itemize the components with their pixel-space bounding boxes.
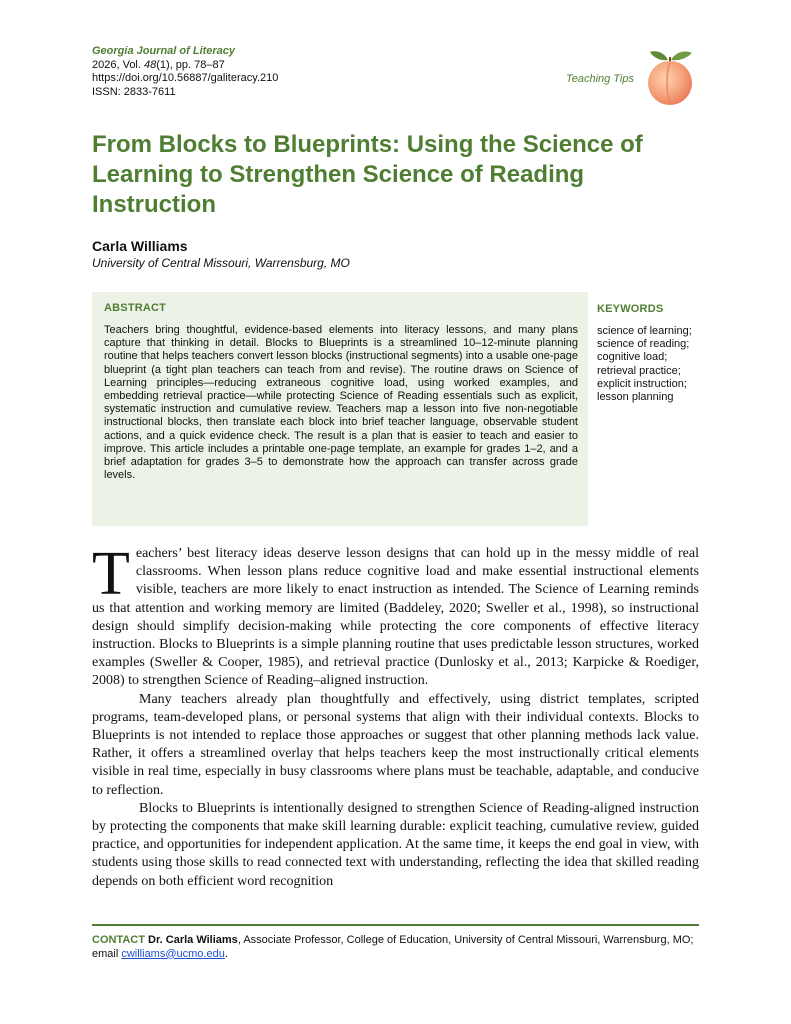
citation-volume: 48 [144,58,157,71]
citation-prefix: 2026, Vol. [92,58,144,71]
body-paragraph [92,540,699,691]
abstract-heading: ABSTRACT [104,302,167,314]
citation-suffix: (1), pp. 78–87 [156,58,225,71]
journal-issn: ISSN: 2833-7611 [92,85,176,98]
footer-rule [92,924,699,926]
article-body [92,540,699,891]
journal-citation [92,59,532,73]
author-affiliation: University of Central Missouri, Warrensburg, MO [92,256,350,270]
contact-email-link[interactable]: cwilliams@ucmo.edu [121,947,225,960]
journal-info [92,45,532,99]
contact-info [92,934,699,961]
journal-doi: https://doi.org/10.56887/galiteracy.210 [92,72,279,85]
section-label: Teaching Tips [566,73,634,85]
body-paragraph: Blocks to Blueprints is intentionally designed to strengthen Science of Reading-aligned instruction by protecting the components that make skill learning durable: explicit teaching, cumulative review, guided practice, and opportunities for independent application. At the same time, it keeps the end goal in view, with students using those skills to read connected text with understanding, reflecting the idea that skilled reading depends on both efficient word recognition [92,800,699,889]
contact-name: Dr. Carla Wiliams [148,934,238,946]
keywords-heading: KEYWORDS [597,303,664,315]
paragraph-1-text: eachers’ best literacy ideas deserve lesson designs that can hold up in the messy middle of real classrooms. When lesson plans reduce cognitive load and make essential instructional elements visible, teachers are more likely to enact instruction as intended. The Science of Learning reminds us that attention and working memory are limited (Baddeley, 2020; Sweller et al., 1998), so instructional design should simplify decision-making while protecting the core components of effective literacy instruction. Blocks to Blueprints is a simple planning routine that uses predictable lesson structures, worked examples (Sweller & Cooper, 1985), and retrieval practice (Dunlosky et al., 2013; Karpicke & Roediger, 2008) to strengthen Science of Reading–aligned instruction. [92,546,699,689]
peach-icon [642,48,698,106]
contact-details: , Associate Professor, College of Education, University of Central Missouri, Warrensburg, MO; email [92,934,694,960]
contact-heading: CONTACT [92,934,145,946]
drop-cap: T [92,540,130,608]
abstract-box [92,292,588,526]
abstract-text: Teachers bring thoughtful, evidence-based elements into literacy lessons, and many plans capture that thinking in detail. Blocks to Blueprints is a streamlined 10–12-minute planning routine that helps teachers convert lesson blocks (instructional segments) into a usable one-page blueprint (a tight plan teachers can teach from and revise). The routine draws on Science of Learning principles—reducing extraneous cognitive load, using worked examples, and embedding retrieval practice—while protecting Science of Reading essentials such as explicit, systematic instruction and cumulative review. Teachers map a lesson into five non-negotiable instructional blocks, then translate each block into brief teacher language, observable student actions, and a quick evidence check. The result is a plan that is easier to teach and easier to improve. This article includes a printable one-page template, an example for grades 1–2, and a brief adaptation for grades 3–5 to demonstrate how the approach can transfer across grade levels. [104,324,578,482]
journal-name: Georgia Journal of Literacy [92,45,236,57]
keywords-list: science of learning; science of reading; cognitive load; retrieval practice; explicit instruction; lesson planning [597,325,692,404]
contact-end: . [224,947,228,960]
body-paragraph: Many teachers already plan thoughtfully and effectively, using district templates, scripted programs, team-developed plans, or personal systems that align with their individual contexts. Blocks to Blueprints is not intended to replace those approaches or suggest that other planning methods lack value. Rather, it offers a streamlined overlay that helps teachers keep the most instructionally critical elements visible in real time, especially in busy classrooms where plans must be teachable, adaptable, and conducive to reflection. [92,691,699,798]
author-name: Carla Williams [92,238,188,254]
article-title: From Blocks to Blueprints: Using the Science of Learning to Strengthen Science of Reading Instruction [92,131,643,218]
